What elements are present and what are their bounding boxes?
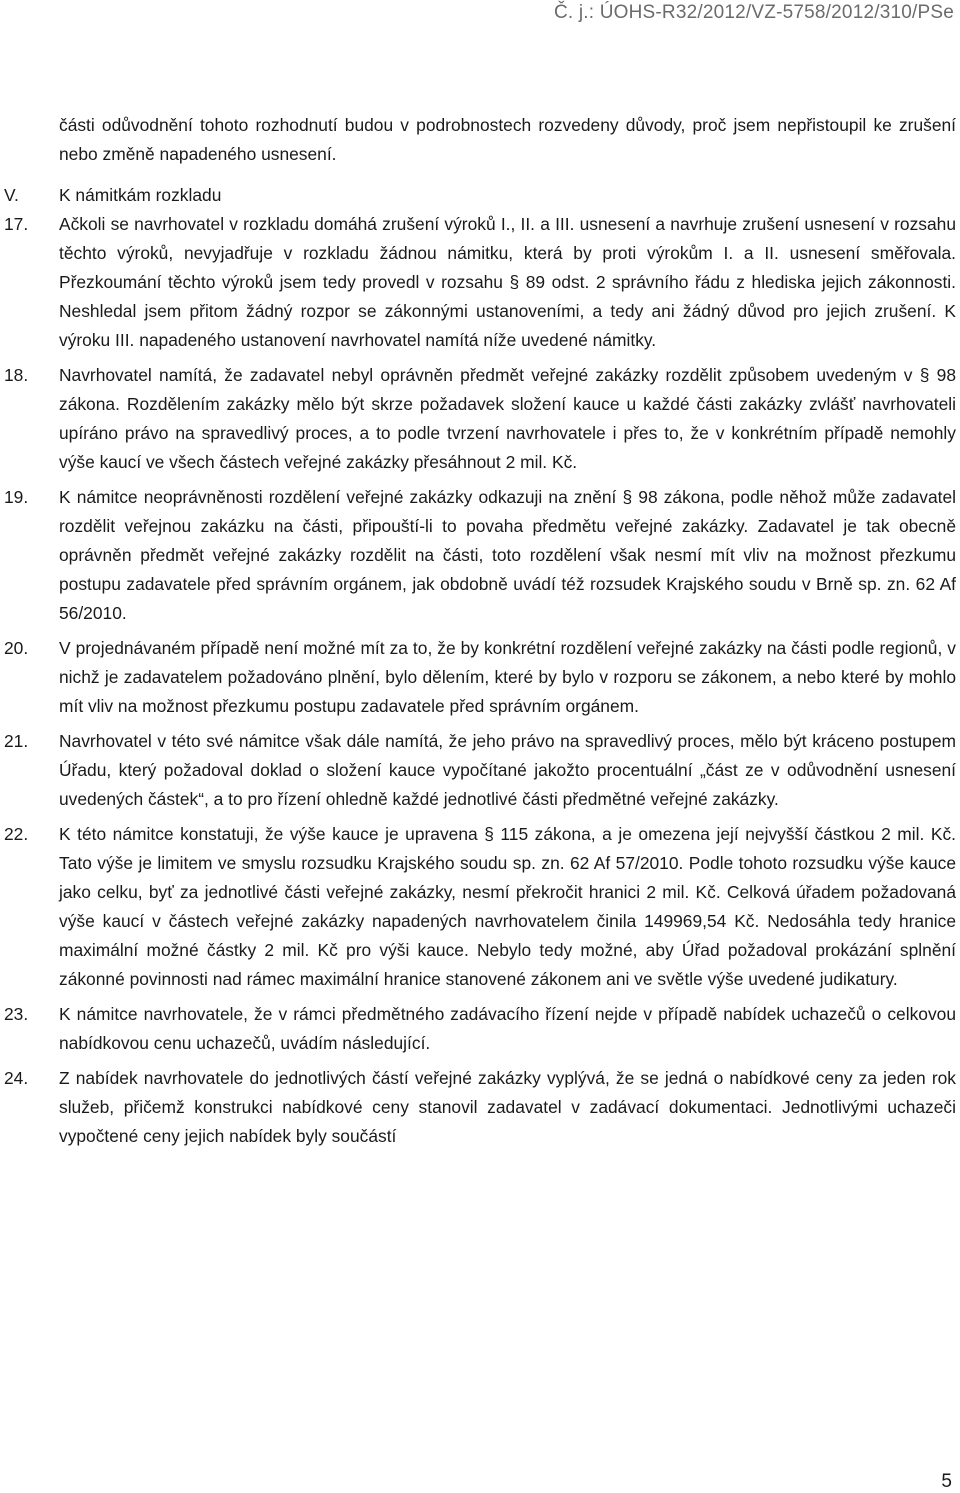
intro-text: části odůvodnění tohoto rozhodnutí budou v podrobnostech rozvedeny důvody, proč jsem nepřistoupil ke zrušení nebo změně napadeného usnesení. xyxy=(59,115,956,164)
paragraph-text: K této námitce konstatuji, že výše kauce je upravena § 115 zákona, a je omezena její nejvyšší částkou 2 mil. Kč. Tato výše je limitem ve smyslu rozsudku Krajského soudu sp. zn. 62 Af 57/2010. Podle tohoto rozsudku výše kauce jako celku, byť za jednotlivé části veřejné zakázky, nesmí překročit hranici 2 mil. Kč. Celková úřadem požadovaná výše kaucí v částech veřejné zakázky napadených navrhovatelem činila 149969,54 Kč. Nedosáhla tedy hranice maximální možné částky 2 mil. Kč pro výši kauce. Nebylo tedy možné, aby Úřad požadoval prokázání splnění zákonné povinnosti nad rámec maximální hranice stanovené zákonem ani ve světle výše uvedené judikatury. xyxy=(59,824,956,989)
paragraph-number: 17. xyxy=(4,214,29,234)
paragraph-number: 18. xyxy=(4,365,29,385)
document-body xyxy=(4,111,956,1151)
paragraph-19 xyxy=(4,483,956,628)
paragraph-22 xyxy=(4,820,956,994)
paragraph-number: 24. xyxy=(4,1068,29,1088)
paragraph-18 xyxy=(4,361,956,477)
paragraph-text: K námitce neoprávněnosti rozdělení veřejné zakázky odkazuji na znění § 98 zákona, podle něhož může zadavatel rozdělit veřejnou zakázku na části, připouští-li to povaha předmětu veřejné zakázky. Zadavatel je tak obecně oprávněn předmět veřejné zakázky rozdělit na části, toto rozdělení však nesmí mít vliv na možnost přezkumu postupu zadavatele před správním orgánem, jak obdobně uvádí též rozsudek Krajského soudu v Brně sp. zn. 62 Af 56/2010. xyxy=(59,487,956,623)
paragraph-23 xyxy=(4,1000,956,1058)
paragraph-text: Navrhovatel namítá, že zadavatel nebyl oprávněn předmět veřejné zakázky rozdělit způsobem uvedeným v § 98 zákona. Rozdělením zakázky mělo být skrze požadavek složení kauce u každé části zakázky zvlášť navrhovateli upíráno právo na spravedlivý proces, a to podle tvrzení navrhovatele i přes to, že v konkrétním případě nemohly výše kaucí ve všech částech veřejné zakázky přesáhnout 2 mil. Kč. xyxy=(59,365,956,472)
section-number: V. xyxy=(4,185,19,205)
paragraph-text: Z nabídek navrhovatele do jednotlivých částí veřejné zakázky vyplývá, že se jedná o nabídkové ceny za jeden rok služeb, přičemž konstrukci nabídkové ceny stanovil zadavatel v zadávací dokumentaci. Jednotlivými uchazeči vypočtené ceny jejich nabídek byly součástí xyxy=(59,1068,956,1146)
paragraph-24 xyxy=(4,1064,956,1151)
page-number: 5 xyxy=(941,1471,952,1492)
section-title: K námitkám rozkladu xyxy=(59,185,222,205)
paragraph-text: K námitce navrhovatele, že v rámci předmětného zadávacího řízení nejde v případě nabídek uchazečů o celkovou nabídkovou cenu uchazečů, uvádím následující. xyxy=(59,1004,956,1053)
paragraph-number: 21. xyxy=(4,731,29,751)
paragraph-text: V projednávaném případě není možné mít za to, že by konkrétní rozdělení veřejné zakázky na části podle regionů, v nichž je zadavatelem požadováno plnění, bylo dělením, které by bylo v rozporu se zákonem, a nebo které by mohlo mít vliv na možnost přezkumu postupu zadavatele před správním orgánem. xyxy=(59,638,956,716)
paragraph-17 xyxy=(4,210,956,355)
document-reference: Č. j.: ÚOHS-R32/2012/VZ-5758/2012/310/PSe xyxy=(553,2,954,23)
intro-paragraph xyxy=(4,111,956,169)
paragraph-number: 19. xyxy=(4,487,29,507)
paragraph-20 xyxy=(4,634,956,721)
paragraph-number: 20. xyxy=(4,638,29,658)
paragraph-number: 22. xyxy=(4,824,29,844)
paragraph-number: 23. xyxy=(4,1004,29,1024)
paragraph-text: Navrhovatel v této své námitce však dále namítá, že jeho právo na spravedlivý proces, mělo být kráceno postupem Úřadu, který požadoval doklad o složení kauce vypočítané jakožto procentuální „část ze v odůvodnění usnesení uvedených částek“, a to pro řízení ohledně každé jednotlivé části předmětné veřejné zakázky. xyxy=(59,731,956,809)
section-heading xyxy=(4,181,956,210)
paragraph-text: Ačkoli se navrhovatel v rozkladu domáhá zrušení výroků I., II. a III. usnesení a navrhuje zrušení usnesení v rozsahu těchto výroků, nevyjadřuje v rozkladu žádnou námitku, která by proti výrokům I. a II. usnesení směřovala. Přezkoumání těchto výroků jsem tedy provedl v rozsahu § 89 odst. 2 správního řádu z hlediska jejich zákonnosti. Neshledal jsem přitom žádný rozpor se zákonnými ustanoveními, a tedy ani žádný důvod pro jejich zrušení. K výroku III. napadeného ustanovení navrhovatel namítá níže uvedené námitky. xyxy=(59,214,956,350)
paragraph-21 xyxy=(4,727,956,814)
